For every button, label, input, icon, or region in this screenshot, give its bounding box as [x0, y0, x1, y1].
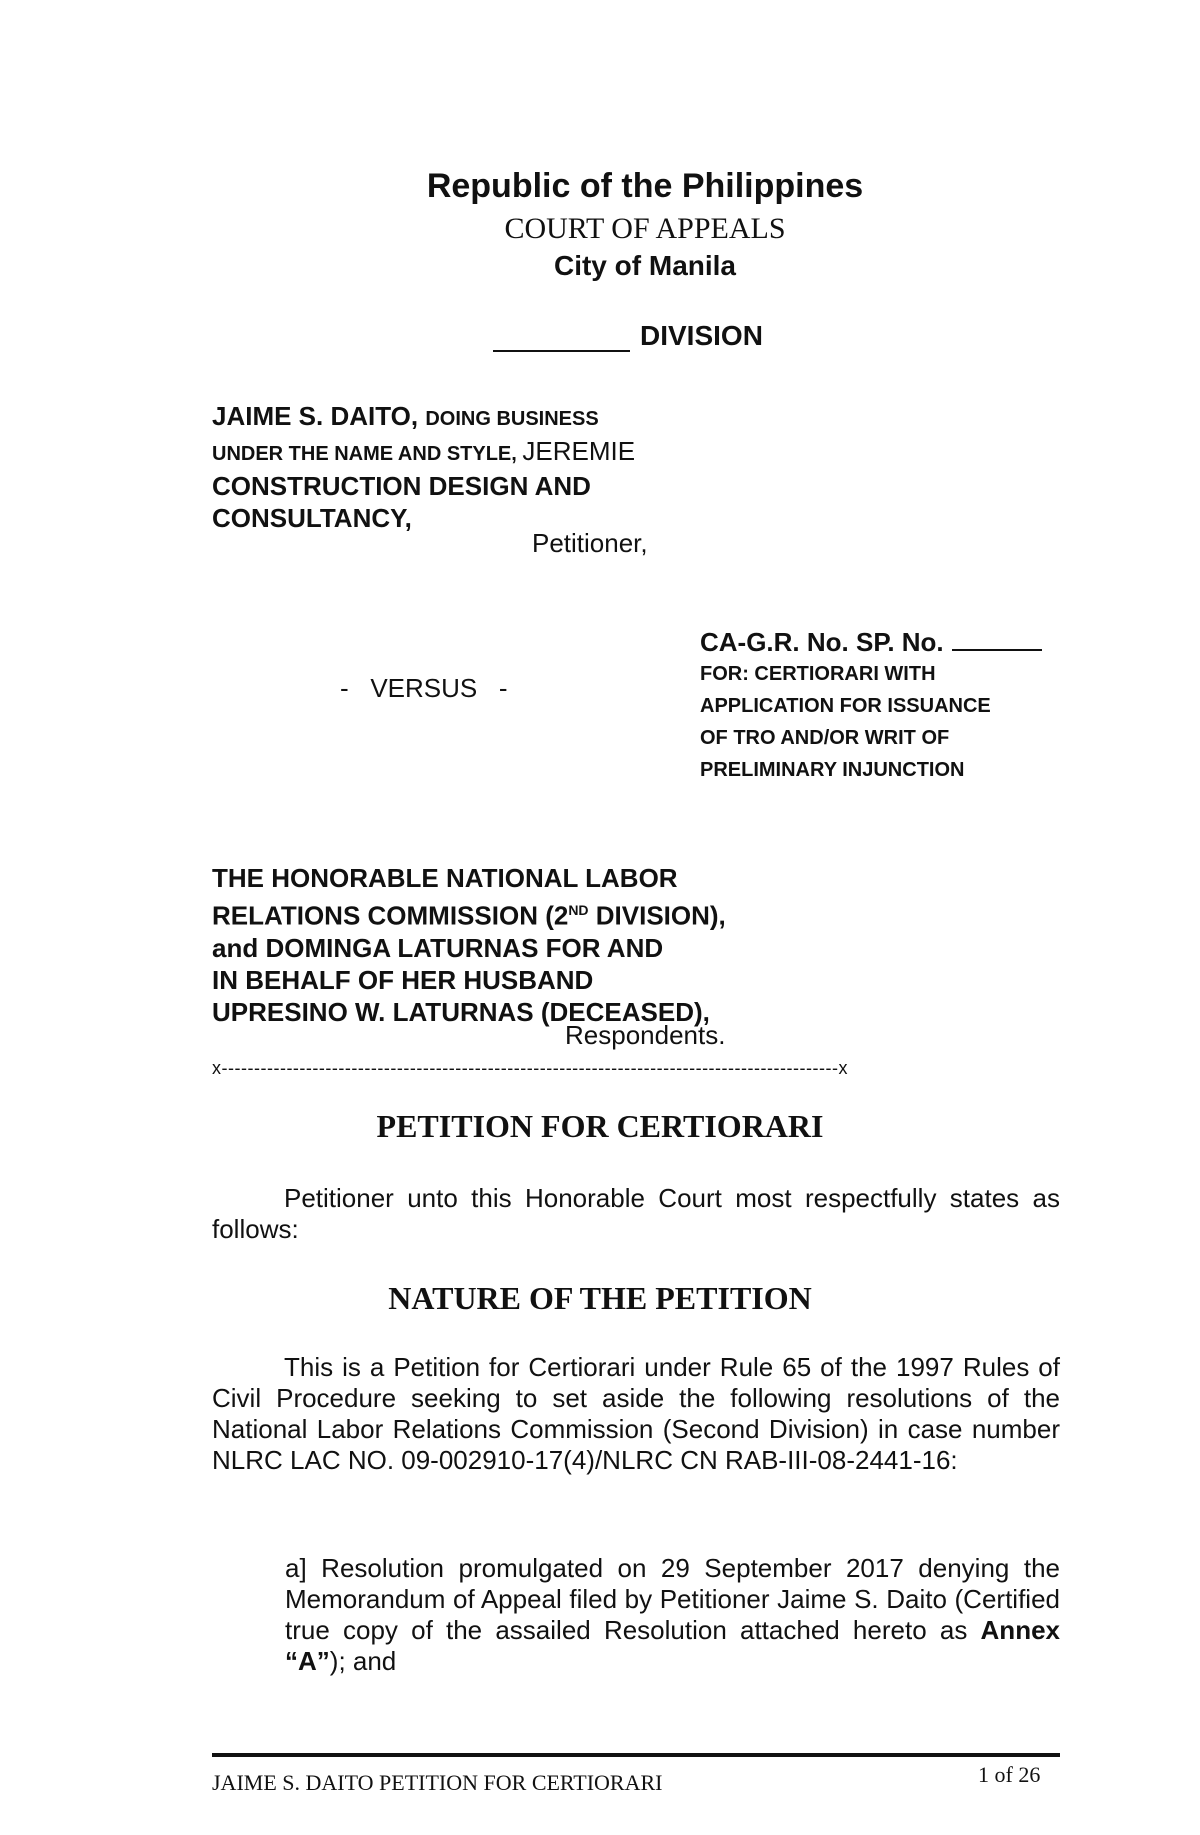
document-title: PETITION FOR CERTIORARI: [376, 1108, 824, 1144]
case-number-block: [700, 626, 1060, 786]
respondent-line-1: THE HONORABLE NATIONAL LABOR: [212, 863, 678, 893]
division-label: DIVISION: [640, 320, 763, 351]
petitioner-line-2: UNDER THE NAME AND STYLE, JEREMIE: [212, 436, 636, 466]
footer-title: JAIME S. DAITO PETITION FOR CERTIORARI: [212, 1770, 663, 1795]
list-item-a: a] Resolution promulgated on 29 September 2017 denying the Memorandum of Appeal filed by Petitioner Jaime S. Daito (Certified true copy of the assailed Resolution attached hereto as Annex “A”); and: [285, 1553, 1060, 1676]
petitioner-line-3: CONSTRUCTION DESIGN AND: [212, 471, 591, 501]
division-blank-line: [493, 350, 630, 352]
for-line-2: APPLICATION FOR ISSUANCE: [700, 695, 991, 717]
versus-label: - VERSUS -: [340, 673, 508, 703]
case-number-blank: [952, 627, 1042, 651]
respondent-line-2: RELATIONS COMMISSION (2ND DIVISION),: [212, 900, 726, 931]
page-number: 1 of 26: [978, 1762, 1041, 1787]
caption-separator: x-----------------------------------------------------------------------------------------------x: [212, 1058, 848, 1078]
republic-heading: Republic of the Philippines: [426, 167, 864, 205]
petitioner-line-4: CONSULTANCY,: [212, 503, 412, 533]
for-line-4: PRELIMINARY INJUNCTION: [700, 759, 965, 781]
intro-paragraph: Petitioner unto this Honorable Court most respectfully states as follows:: [212, 1183, 1060, 1244]
petitioner-line-1: JAIME S. DAITO, DOING BUSINESS: [212, 401, 599, 431]
city-heading: City of Manila: [553, 250, 736, 281]
petitioner-role: Petitioner,: [532, 528, 648, 558]
respondent-line-4: IN BEHALF OF HER HUSBAND: [212, 964, 594, 995]
court-heading: COURT OF APPEALS: [504, 212, 786, 245]
respondent-role: Respondents.: [565, 1020, 726, 1050]
respondent-line-5: UPRESINO W. LATURNAS (DECEASED),: [212, 996, 710, 1027]
respondent-caption: [212, 862, 832, 1028]
case-number: CA-G.R. No. SP. No.: [700, 626, 1060, 658]
nature-paragraph: This is a Petition for Certiorari under Rule 65 of the 1997 Rules of Civil Procedure seeking to set aside the following resolutions of the National Labor Relations Commission (Second Division) in case number NLRC LAC NO. 09-002910-17(4)/NLRC CN RAB-III-08-2441-16:: [212, 1352, 1060, 1475]
footer-rule: [212, 1753, 1060, 1757]
respondent-line-3: and DOMINGA LATURNAS FOR AND: [212, 932, 664, 963]
section-heading: NATURE OF THE PETITION: [388, 1280, 812, 1316]
annex-reference: Annex “A”: [285, 1615, 1060, 1676]
petitioner-caption: [212, 400, 732, 534]
for-line-3: OF TRO AND/OR WRIT OF: [700, 727, 950, 749]
for-line-1: FOR: CERTIORARI WITH: [700, 663, 936, 685]
